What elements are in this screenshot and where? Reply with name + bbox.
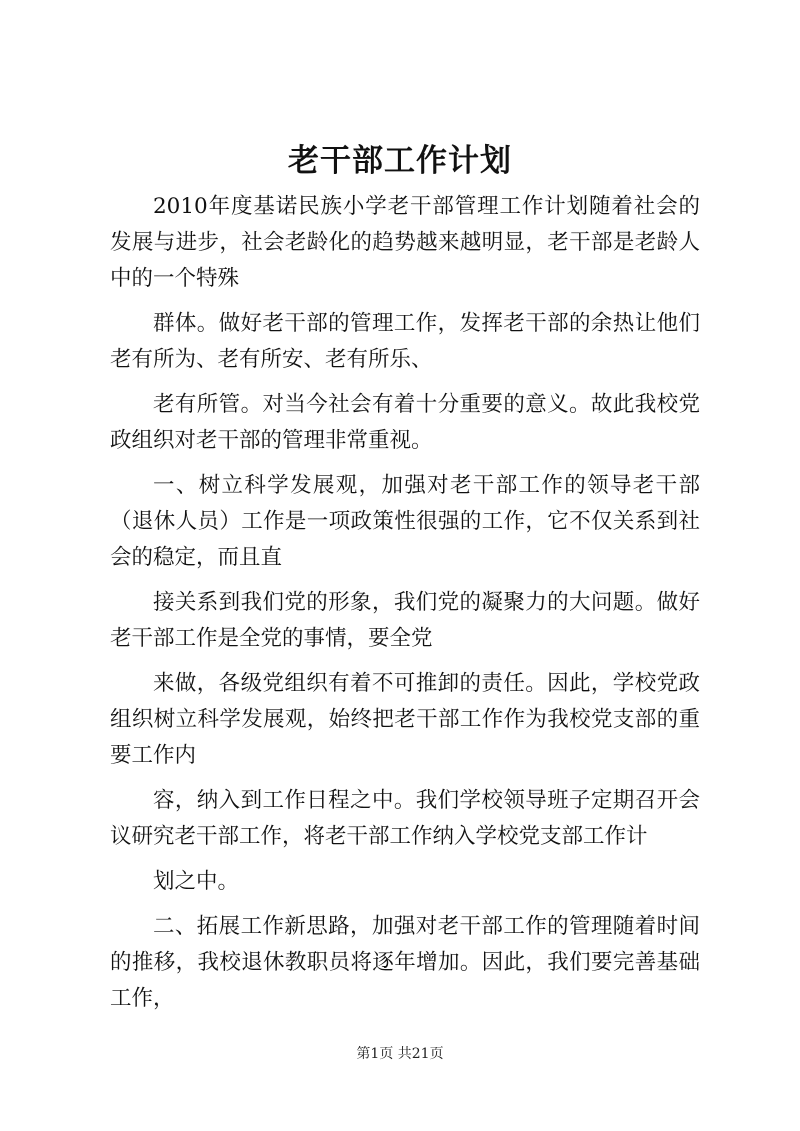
paragraph: 接关系到我们党的形象，我们党的凝聚力的大问题。做好老干部工作是全党的事情，要全党 [110,590,700,651]
paragraph: 2010年度基诺民族小学老干部管理工作计划随着社会的发展与进步，社会老龄化的趋势越来越明显，老干部是老龄人中的一个特殊 [110,194,700,291]
paragraph: 群体。做好老干部的管理工作，发挥老干部的余热让他们老有所为、老有所安、老有所乐、 [110,311,700,372]
paragraph: 来做，各级党组织有着不可推卸的责任。因此，学校党政组织树立科学发展观，始终把老干部工作作为我校党支部的重要工作内 [110,671,700,768]
document-body [110,189,700,1026]
paragraph: 二、拓展工作新思路，加强对老干部工作的管理随着时间的推移，我校退休教职员将逐年增加。因此，我们要完善基础工作， [110,914,700,1011]
document-title: 老干部工作计划 [288,143,512,179]
paragraph: 容，纳入到工作日程之中。我们学校领导班子定期召开会议研究老干部工作，将老干部工作纳入学校党支部工作计 [110,788,700,849]
paragraph: 老有所管。对当今社会有着十分重要的意义。故此我校党政组织对老干部的管理非常重视。 [110,392,700,453]
page-number-footer: 第1页 共21页 [356,1046,444,1062]
paragraph: 一、树立科学发展观，加强对老干部工作的领导老干部（退休人员）工作是一项政策性很强的工作，它不仅关系到社会的稳定，而且直 [110,473,700,570]
paragraph: 划之中。 [153,869,240,894]
